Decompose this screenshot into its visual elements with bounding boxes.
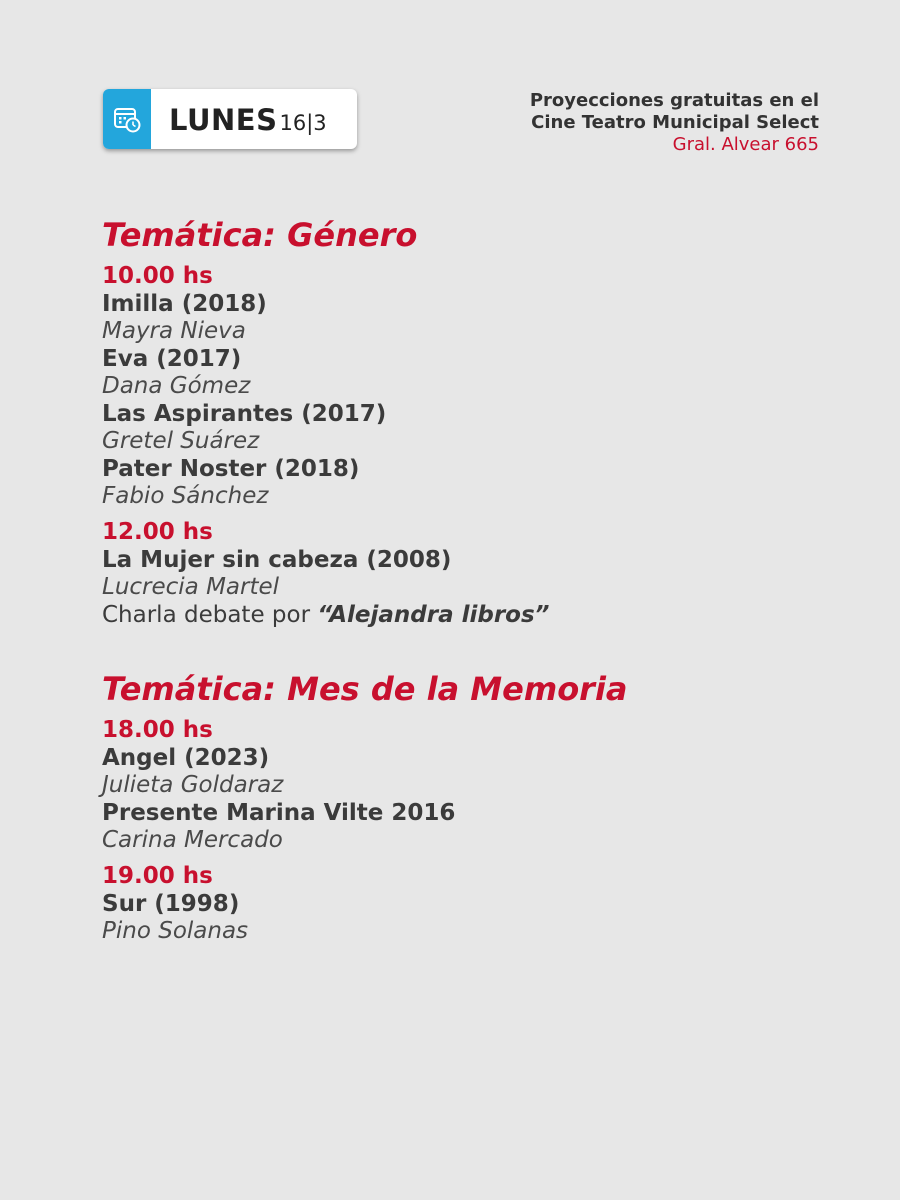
film-director: Carina Mercado bbox=[102, 827, 283, 853]
slot-time: 10.00 hs bbox=[102, 263, 213, 289]
time-slot bbox=[102, 717, 862, 854]
film-director: Dana Gómez bbox=[102, 373, 251, 399]
film-title: Pater Noster (2018) bbox=[102, 456, 360, 482]
time-slot bbox=[102, 263, 862, 510]
venue-line-2: Cine Teatro Municipal Select bbox=[531, 112, 819, 133]
film-director: Fabio Sánchez bbox=[102, 483, 269, 509]
film-director: Mayra Nieva bbox=[102, 318, 246, 344]
film-title: Las Aspirantes (2017) bbox=[102, 401, 387, 427]
section-title: Temática: Género bbox=[102, 216, 418, 254]
film-title: Angel (2023) bbox=[102, 745, 270, 771]
calendar-clock-icon bbox=[112, 104, 142, 134]
time-slot bbox=[102, 519, 862, 629]
date-badge bbox=[103, 89, 357, 149]
film-director: Julieta Goldaraz bbox=[102, 772, 284, 798]
section-genero bbox=[102, 213, 862, 629]
debate-note bbox=[102, 601, 862, 629]
film-title: Eva (2017) bbox=[102, 346, 242, 372]
venue-address: Gral. Alvear 665 bbox=[672, 134, 819, 155]
slot-time: 18.00 hs bbox=[102, 717, 213, 743]
film-director: Pino Solanas bbox=[102, 918, 249, 944]
film-title: Presente Marina Vilte 2016 bbox=[102, 800, 456, 826]
badge-day: LUNES bbox=[169, 103, 278, 137]
film-title: La Mujer sin cabeza (2008) bbox=[102, 547, 452, 573]
film-director: Lucrecia Martel bbox=[102, 574, 280, 600]
badge-icon-box bbox=[103, 89, 151, 149]
film-title: Sur (1998) bbox=[102, 891, 240, 917]
venue-info bbox=[530, 90, 819, 156]
time-slot bbox=[102, 863, 862, 945]
slot-time: 19.00 hs bbox=[102, 863, 213, 889]
debate-note-prefix: Charla debate por bbox=[102, 602, 318, 628]
badge-date: 16|3 bbox=[279, 111, 327, 135]
section-title: Temática: Mes de la Memoria bbox=[102, 670, 628, 708]
film-director: Gretel Suárez bbox=[102, 428, 260, 454]
badge-text bbox=[169, 103, 327, 137]
film-title: Imilla (2018) bbox=[102, 291, 267, 317]
schedule bbox=[102, 213, 862, 945]
debate-host: “Alejandra libros” bbox=[317, 602, 550, 628]
slot-time: 12.00 hs bbox=[102, 519, 213, 545]
venue-line-1: Proyecciones gratuitas en el bbox=[529, 90, 819, 111]
section-memoria bbox=[102, 667, 862, 945]
